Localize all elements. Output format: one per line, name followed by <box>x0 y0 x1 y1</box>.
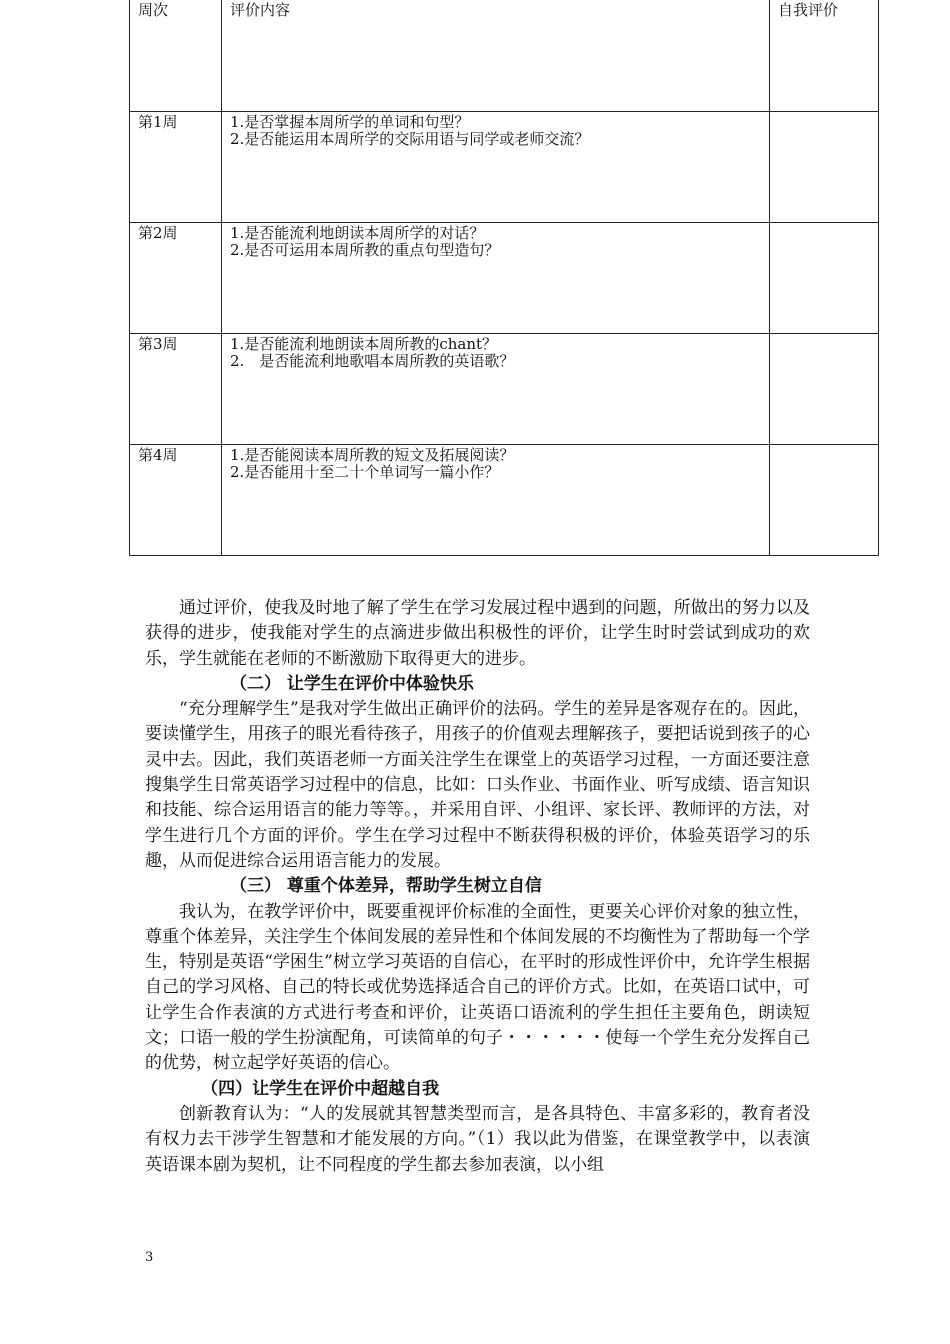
document-body <box>145 596 810 1178</box>
header-self-evaluation: 自我评价 <box>770 0 879 111</box>
self-evaluation-cell <box>770 222 879 333</box>
section-heading: （四）让学生在评价中超越自我 <box>201 1078 440 1099</box>
week-cell: 第1周 <box>130 111 222 222</box>
content-cell <box>222 222 770 333</box>
content-item: 2. 是否能流利地歌唱本周所教的英语歌？ <box>230 351 515 370</box>
week-cell: 第3周 <box>130 333 222 444</box>
page-number: 3 <box>145 1250 154 1265</box>
content-cell <box>222 444 770 555</box>
content-item: 1.是否掌握本周所学的单词和句型？ <box>230 112 470 131</box>
table-row <box>130 111 879 222</box>
self-evaluation-cell <box>770 333 879 444</box>
table-row <box>130 222 879 333</box>
paragraph: 通过评价，使我及时地了解了学生在学习发展过程中遇到的问题，所做出的努力以及获得的进步，使我能对学生的点滴进步做出积极性的评价，让学生时时尝试到成功的欢乐，学生就能在老师的不断激励下取得更大的进步。 <box>145 598 810 669</box>
content-cell <box>222 111 770 222</box>
content-item: 2.是否能运用本周所学的交际用语与同学或老师交流？ <box>230 129 590 148</box>
self-evaluation-cell <box>770 444 879 555</box>
content-item: 2.是否能用十至二十个单词写一篇小作？ <box>230 462 500 481</box>
weekly-evaluation-table <box>129 0 879 556</box>
paragraph: 创新教育认为：“人的发展就其智慧类型而言，是各具特色、丰富多彩的，教育者没有权力去干涉学生智慧和才能发展的方向。”（1）我以此为借鉴，在课堂教学中，以表演英语课本剧为契机，让不同程度的学生都去参加表演，以小组 <box>145 1103 810 1175</box>
self-evaluation-cell <box>770 111 879 222</box>
content-item: 1.是否能流利地朗读本周所教的chant？ <box>230 334 498 353</box>
section-heading: （二） 让学生在评价中体验快乐 <box>230 673 474 694</box>
table-row <box>130 444 879 555</box>
content-cell <box>222 333 770 444</box>
week-cell: 第4周 <box>130 444 222 555</box>
content-item: 1.是否能流利地朗读本周所学的对话？ <box>230 223 485 242</box>
table-header-row <box>130 0 879 111</box>
paragraph: 我认为，在教学评价中，既要重视评价标准的全面性，更要关心评价对象的独立性，尊重个体差异，关注学生个体间发展的差异性和个体间发展的不均衡性为了帮助每一个学生，特别是英语“学困生”树立学习英语的自信心，在平时的形成性评价中，允许学生根据自己的学习风格、自己的特长或优势选择适合自己的评价方式。比如，在英语口试中，可让学生合作表演的方式进行考查和评价，让英语口语流利的学生担任主要角色，朗读短文；口语一般的学生扮演配角，可读简单的句子・・・・・・使每一个学生充分发挥自己的优势，树立起学好英语的信心。 <box>145 901 810 1074</box>
table-row <box>130 333 879 444</box>
content-item: 2.是否可运用本周所教的重点句型造句？ <box>230 240 500 259</box>
content-item: 1.是否能阅读本周所教的短文及拓展阅读？ <box>230 445 515 464</box>
header-week: 周次 <box>130 0 222 111</box>
header-content: 评价内容 <box>222 0 770 111</box>
paragraph: “充分理解学生”是我对学生做出正确评价的法码。学生的差异是客观存在的。因此，要读懂学生，用孩子的眼光看待孩子，用孩子的价值观去理解孩子，要把话说到孩子的心灵中去。因此，我们英语老师一方面关注学生在课堂上的英语学习过程，一方面还要注意搜集学生日常英语学习过程中的信息，比如：口头作业、书面作业、听写成绩、语言知识和技能、综合运用语言的能力等等。，并采用自评、小组评、家长评、教师评的方法，对学生进行几个方面的评价。学生在学习过程中不断获得积极的评价，体验英语学习的乐趣，从而促进综合运用语言能力的发展。 <box>145 699 810 871</box>
section-heading: （三） 尊重个体差异，帮助学生树立自信 <box>230 876 542 897</box>
week-cell: 第2周 <box>130 222 222 333</box>
